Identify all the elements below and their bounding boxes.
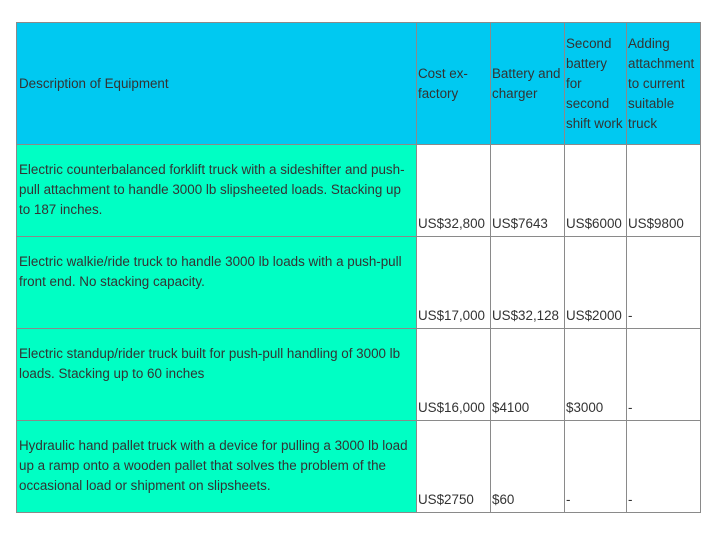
row-attachment: -: [627, 237, 701, 329]
header-description: Description of Equipment: [17, 23, 417, 145]
row-attachment: -: [627, 329, 701, 421]
row-attachment: -: [627, 421, 701, 513]
table-row: [17, 421, 701, 513]
header-cost: Cost ex-factory: [417, 23, 491, 145]
row-description: Electric standup/rider truck built for push-pull handling of 3000 lb loads. Stacking up to 60 inches: [17, 329, 417, 421]
row-battery: $60: [491, 421, 565, 513]
row-cost: US$17,000: [417, 237, 491, 329]
row-cost: US$32,800: [417, 145, 491, 237]
row-battery: US$32,128: [491, 237, 565, 329]
table-row: [17, 237, 701, 329]
header-battery: Battery and charger: [491, 23, 565, 145]
header-attachment: Adding attachment to current suitable truck: [627, 23, 701, 145]
row-battery: US$7643: [491, 145, 565, 237]
table-row: [17, 329, 701, 421]
row-description: Hydraulic hand pallet truck with a device for pulling a 3000 lb load up a ramp onto a wooden pallet that solves the problem of the occasional load or shipment on slipsheets.: [17, 421, 417, 513]
header-second-battery: Second battery for second shift work: [565, 23, 627, 145]
row-description: Electric walkie/ride truck to handle 3000 lb loads with a push-pull front end. No stacking capacity.: [17, 237, 417, 329]
row-second-battery: $3000: [565, 329, 627, 421]
row-second-battery: -: [565, 421, 627, 513]
row-second-battery: US$2000: [565, 237, 627, 329]
table-header-row: [17, 23, 701, 145]
row-description: Electric counterbalanced forklift truck with a sideshifter and push-pull attachment to handle 3000 lb slipsheeted loads. Stacking up to 187 inches.: [17, 145, 417, 237]
table-row: [17, 145, 701, 237]
equipment-cost-table: [16, 22, 701, 513]
row-battery: $4100: [491, 329, 565, 421]
row-attachment: US$9800: [627, 145, 701, 237]
row-cost: US$16,000: [417, 329, 491, 421]
row-second-battery: US$6000: [565, 145, 627, 237]
row-cost: US$2750: [417, 421, 491, 513]
